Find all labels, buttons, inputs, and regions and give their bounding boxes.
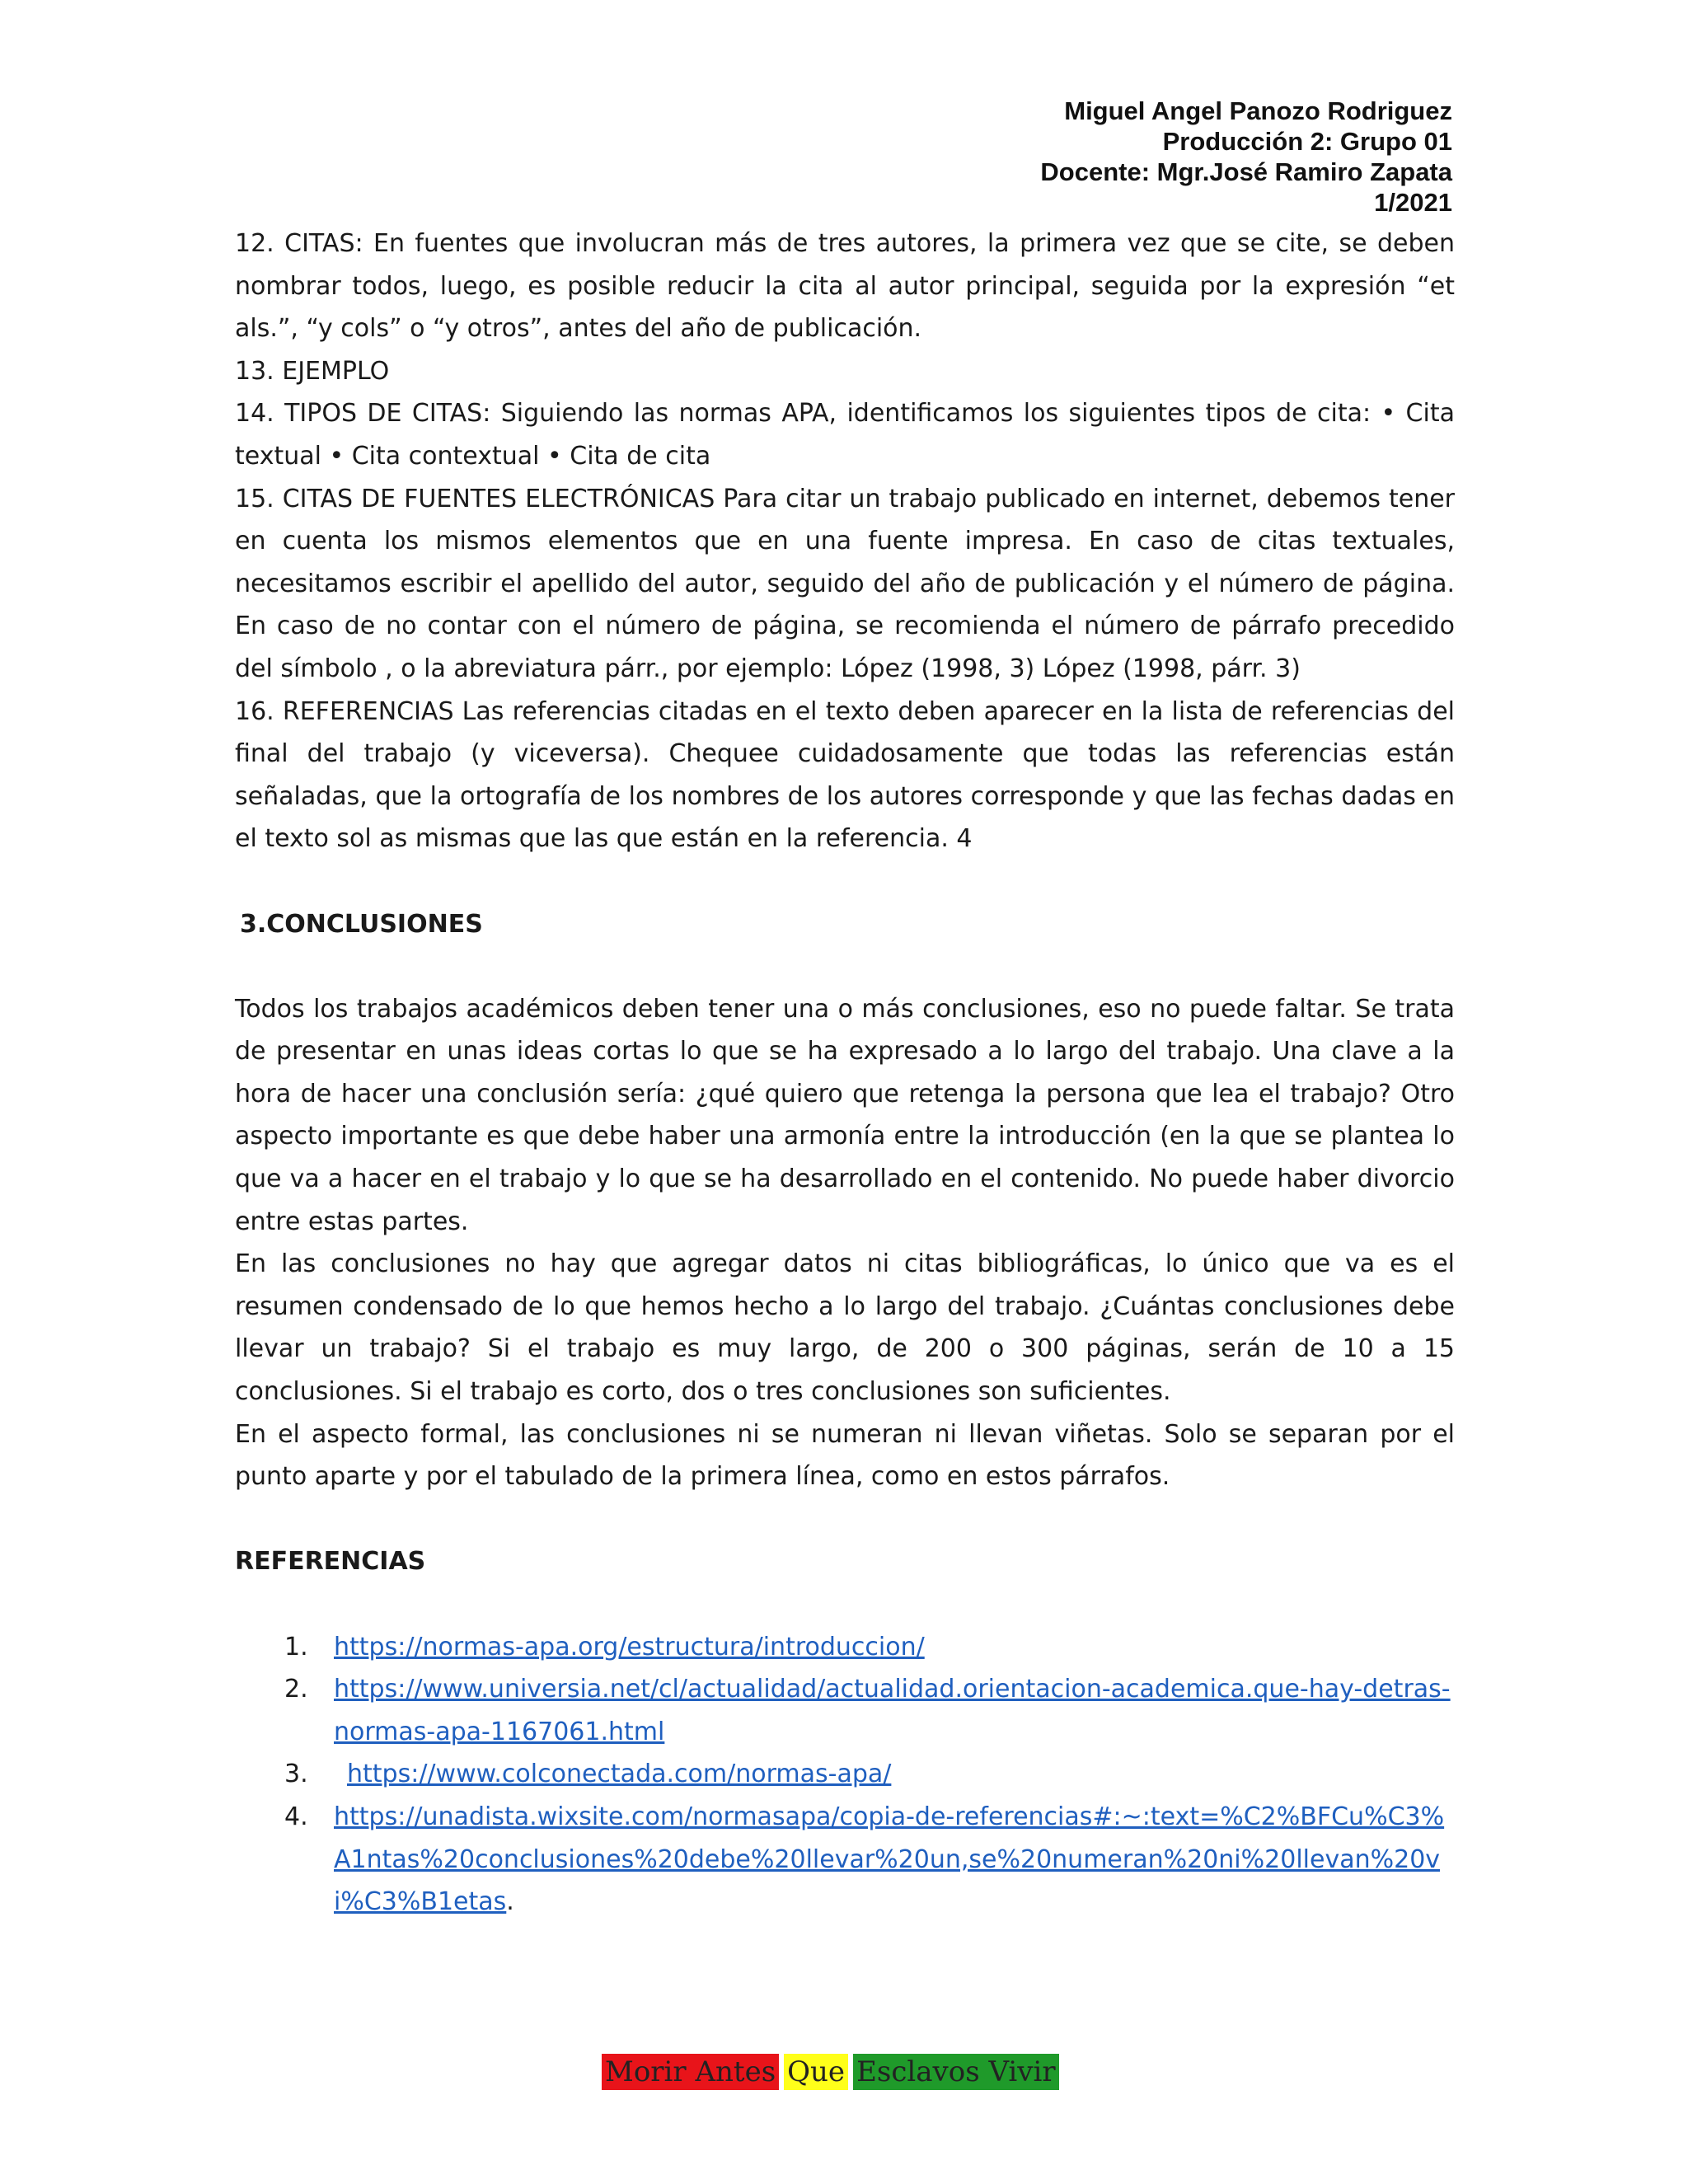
motto-green-segment: Esclavos Vivir	[853, 2054, 1059, 2090]
document-body	[235, 223, 1455, 1924]
reference-link[interactable]: https://www.universia.net/cl/actualidad/actualidad.orientacion-academica.que-hay-detras-normas-apa-1167061.html	[334, 1675, 1451, 1746]
course-line: Producción 2: Grupo 01	[1162, 127, 1452, 156]
references-heading: REFERENCIAS	[235, 1547, 426, 1577]
reference-item	[235, 1668, 1455, 1753]
motto-red-segment: Morir Antes	[602, 2054, 779, 2090]
spacer	[235, 860, 1455, 903]
author-name: Miguel Angel Panozo Rodriguez	[1064, 96, 1452, 125]
footer-motto	[602, 2054, 1059, 2090]
item-14: 14. TIPOS DE CITAS: Siguiendo las normas APA, identificamos los siguientes tipos de cita: • Cita textual • Cita contextual • Cita de cita	[235, 399, 1455, 471]
item-12: 12. CITAS: En fuentes que involucran más de tres autores, la primera vez que se cite, se deben nombrar todos, luego, es posible reducir la cita al autor principal, seguida por la expresión “et als.”, “y cols” o “y otros”, antes del año de publicación.	[235, 229, 1455, 344]
reference-item	[235, 1796, 1455, 1924]
conclusions-paragraph: En el aspecto formal, las conclusiones ni se numeran ni llevan viñetas. Solo se separan por el punto aparte y por el tabulado de la primera línea, como en estos párrafos.	[235, 1419, 1455, 1492]
term-line: 1/2021	[1374, 188, 1452, 217]
reference-item	[235, 1626, 1455, 1669]
spacer	[235, 1498, 1455, 1541]
reference-number: 1.	[284, 1632, 308, 1661]
reference-link[interactable]: https://normas-apa.org/estructura/introduccion/	[334, 1632, 925, 1661]
references-list	[235, 1626, 1455, 1924]
teacher-line: Docente: Mgr.José Ramiro Zapata	[1040, 157, 1452, 186]
conclusions-paragraph: Todos los trabajos académicos deben tener una o más conclusiones, eso no puede faltar. Se trata de presentar en unas ideas cortas lo que se ha expresado a lo largo del trabajo. Una clave a la hora de hacer una conclusión sería: ¿qué quiero que retenga la persona que lea el trabajo? Otro aspecto importante es que debe haber una armonía entre la introducción (en la que se plantea lo que va a hacer en el trabajo y lo que se ha desarrollado en el contenido. No puede haber divorcio entre estas partes.	[235, 994, 1455, 1236]
conclusions-paragraph: En las conclusiones no hay que agregar datos ni citas bibliográficas, lo único que va es el resumen condensado de lo que hemos hecho a lo largo del trabajo. ¿Cuántas conclusiones debe llevar un trabajo? Si el trabajo es muy largo, de 200 o 300 páginas, serán de 10 a 15 conclusiones. Si el trabajo es corto, dos o tres conclusiones son suficientes.	[235, 1249, 1455, 1407]
reference-number: 4.	[284, 1802, 308, 1831]
reference-tail: .	[506, 1887, 514, 1917]
spacer	[235, 1583, 1455, 1626]
conclusions-heading: 3.CONCLUSIONES	[240, 909, 483, 939]
reference-link[interactable]: https://unadista.wixsite.com/normasapa/copia-de-referencias#:~:text=%C2%BFCu%C3%A1ntas%20conclusiones%20debe%20llevar%20un,se%20numeran%20ni%20llevan%20vi%C3%B1etas	[334, 1802, 1445, 1917]
reference-number: 2.	[284, 1675, 308, 1704]
reference-link[interactable]: https://www.colconectada.com/normas-apa/	[347, 1760, 892, 1789]
reference-number: 3.	[284, 1760, 308, 1789]
author-header	[628, 96, 1452, 218]
item-16: 16. REFERENCIAS Las referencias citadas en el texto deben aparecer en la lista de referencias del final del trabajo (y viceversa). Chequee cuidadosamente que todas las referencias están señaladas, que la ortografía de los nombres de los autores corresponde y que las fechas dadas en el texto sol as mismas que las que están en la referencia. 4	[235, 696, 1455, 854]
reference-item	[235, 1753, 1455, 1796]
item-15: 15. CITAS DE FUENTES ELECTRÓNICAS Para citar un trabajo publicado en internet, debemos tener en cuenta los mismos elementos que en una fuente impresa. En caso de citas textuales, necesitamos escribir el apellido del autor, seguido del año de publicación y el número de página. En caso de no contar con el número de página, se recomienda el número de párrafo precedido del símbolo , o la abreviatura párr., por ejemplo: López (1998, 3) López (1998, párr. 3)	[235, 484, 1455, 683]
item-13: 13. EJEMPLO	[235, 356, 390, 386]
spacer	[235, 945, 1455, 988]
motto-yellow-segment: Que	[784, 2054, 848, 2090]
